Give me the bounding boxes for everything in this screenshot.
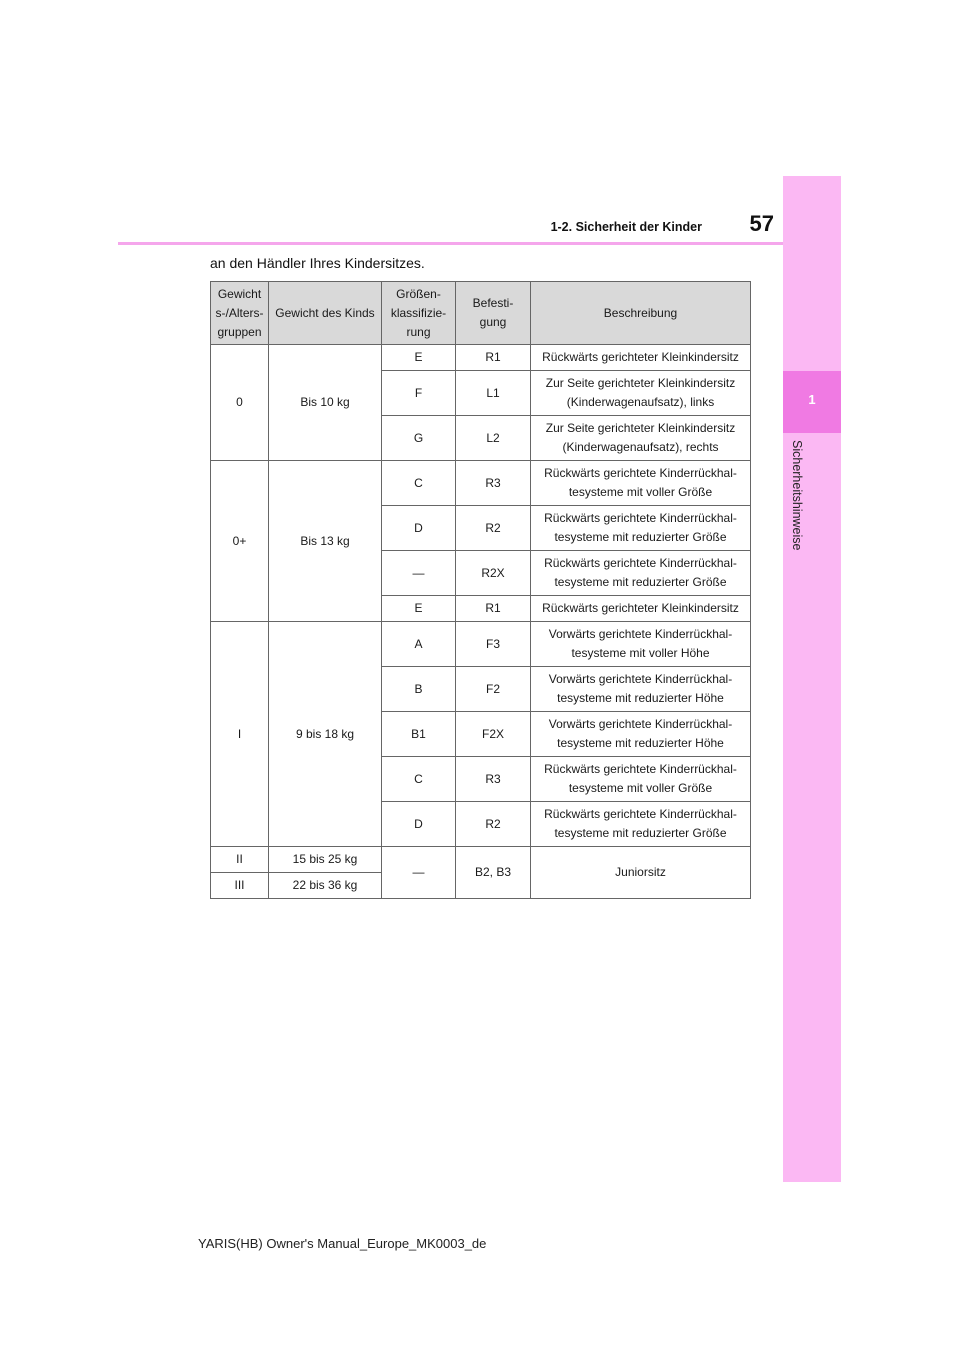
size-cell: C — [382, 757, 456, 802]
intro-text: an den Händler Ihres Kindersitzes. — [210, 255, 425, 271]
table-row — [211, 622, 751, 667]
weight-cell: 9 bis 18 kg — [269, 622, 382, 847]
size-cell: — — [382, 551, 456, 596]
description-cell: Rückwärts gerichtete Kinderrückhal- tesysteme mit reduzierter Größe — [531, 551, 751, 596]
fixture-cell: F2X — [456, 712, 531, 757]
fixture-cell: F2 — [456, 667, 531, 712]
page-number: 57 — [749, 211, 774, 236]
chapter-tab-number: 1 — [808, 392, 816, 407]
weight-cell: 22 bis 36 kg — [269, 873, 382, 899]
header-size: Größen- klassifizie- rung — [382, 282, 456, 345]
description-cell: Vorwärts gerichtete Kinderrückhal- tesysteme mit reduzierter Höhe — [531, 667, 751, 712]
size-cell: B — [382, 667, 456, 712]
description-cell: Zur Seite gerichteter Kleinkindersitz (Kinderwagenaufsatz), rechts — [531, 416, 751, 461]
description-cell: Rückwärts gerichtete Kinderrückhal- tesysteme mit voller Größe — [531, 757, 751, 802]
size-cell: F — [382, 371, 456, 416]
header-rule — [118, 242, 783, 245]
fixture-cell: R2X — [456, 551, 531, 596]
description-cell: Juniorsitz — [531, 847, 751, 899]
size-cell: B1 — [382, 712, 456, 757]
table-row — [211, 345, 751, 371]
group-cell: 0+ — [211, 461, 269, 622]
group-cell: III — [211, 873, 269, 899]
size-cell: C — [382, 461, 456, 506]
chapter-side-strip — [783, 176, 841, 1182]
fixture-cell: L1 — [456, 371, 531, 416]
fixture-cell: R2 — [456, 802, 531, 847]
group-cell: I — [211, 622, 269, 847]
size-cell: E — [382, 596, 456, 622]
page-footer: YARIS(HB) Owner's Manual_Europe_MK0003_de — [198, 1236, 487, 1251]
table-row — [211, 461, 751, 506]
description-cell: Vorwärts gerichtete Kinderrückhal- tesysteme mit reduzierter Höhe — [531, 712, 751, 757]
description-cell: Rückwärts gerichteter Kleinkindersitz — [531, 596, 751, 622]
description-cell: Zur Seite gerichteter Kleinkindersitz (Kinderwagenaufsatz), links — [531, 371, 751, 416]
description-cell: Rückwärts gerichtete Kinderrückhal- tesysteme mit reduzierter Größe — [531, 802, 751, 847]
table-header-row — [211, 282, 751, 345]
weight-cell: Bis 13 kg — [269, 461, 382, 622]
header-weight: Gewicht des Kinds — [269, 282, 382, 345]
size-cell: D — [382, 802, 456, 847]
section-title: 1-2. Sicherheit der Kinder — [550, 220, 702, 234]
header-group: Gewicht s-/Alters- gruppen — [211, 282, 269, 345]
size-cell: — — [382, 847, 456, 899]
child-seat-table — [210, 281, 751, 899]
fixture-cell: R1 — [456, 596, 531, 622]
fixture-cell: F3 — [456, 622, 531, 667]
fixture-cell: R3 — [456, 461, 531, 506]
header-description: Beschreibung — [531, 282, 751, 345]
header-fixture: Befesti- gung — [456, 282, 531, 345]
size-cell: E — [382, 345, 456, 371]
group-cell: 0 — [211, 345, 269, 461]
weight-cell: Bis 10 kg — [269, 345, 382, 461]
size-cell: D — [382, 506, 456, 551]
description-cell: Vorwärts gerichtete Kinderrückhal- tesysteme mit voller Höhe — [531, 622, 751, 667]
size-cell: A — [382, 622, 456, 667]
fixture-cell: B2, B3 — [456, 847, 531, 899]
weight-cell: 15 bis 25 kg — [269, 847, 382, 873]
chapter-tab-label: Sicherheitshinweise — [790, 440, 804, 551]
description-cell: Rückwärts gerichtete Kinderrückhal- tesysteme mit reduzierter Größe — [531, 506, 751, 551]
table-row — [211, 847, 751, 873]
fixture-cell: R3 — [456, 757, 531, 802]
fixture-cell: R2 — [456, 506, 531, 551]
fixture-cell: R1 — [456, 345, 531, 371]
description-cell: Rückwärts gerichtete Kinderrückhal- tesysteme mit voller Größe — [531, 461, 751, 506]
group-cell: II — [211, 847, 269, 873]
size-cell: G — [382, 416, 456, 461]
description-cell: Rückwärts gerichteter Kleinkindersitz — [531, 345, 751, 371]
fixture-cell: L2 — [456, 416, 531, 461]
